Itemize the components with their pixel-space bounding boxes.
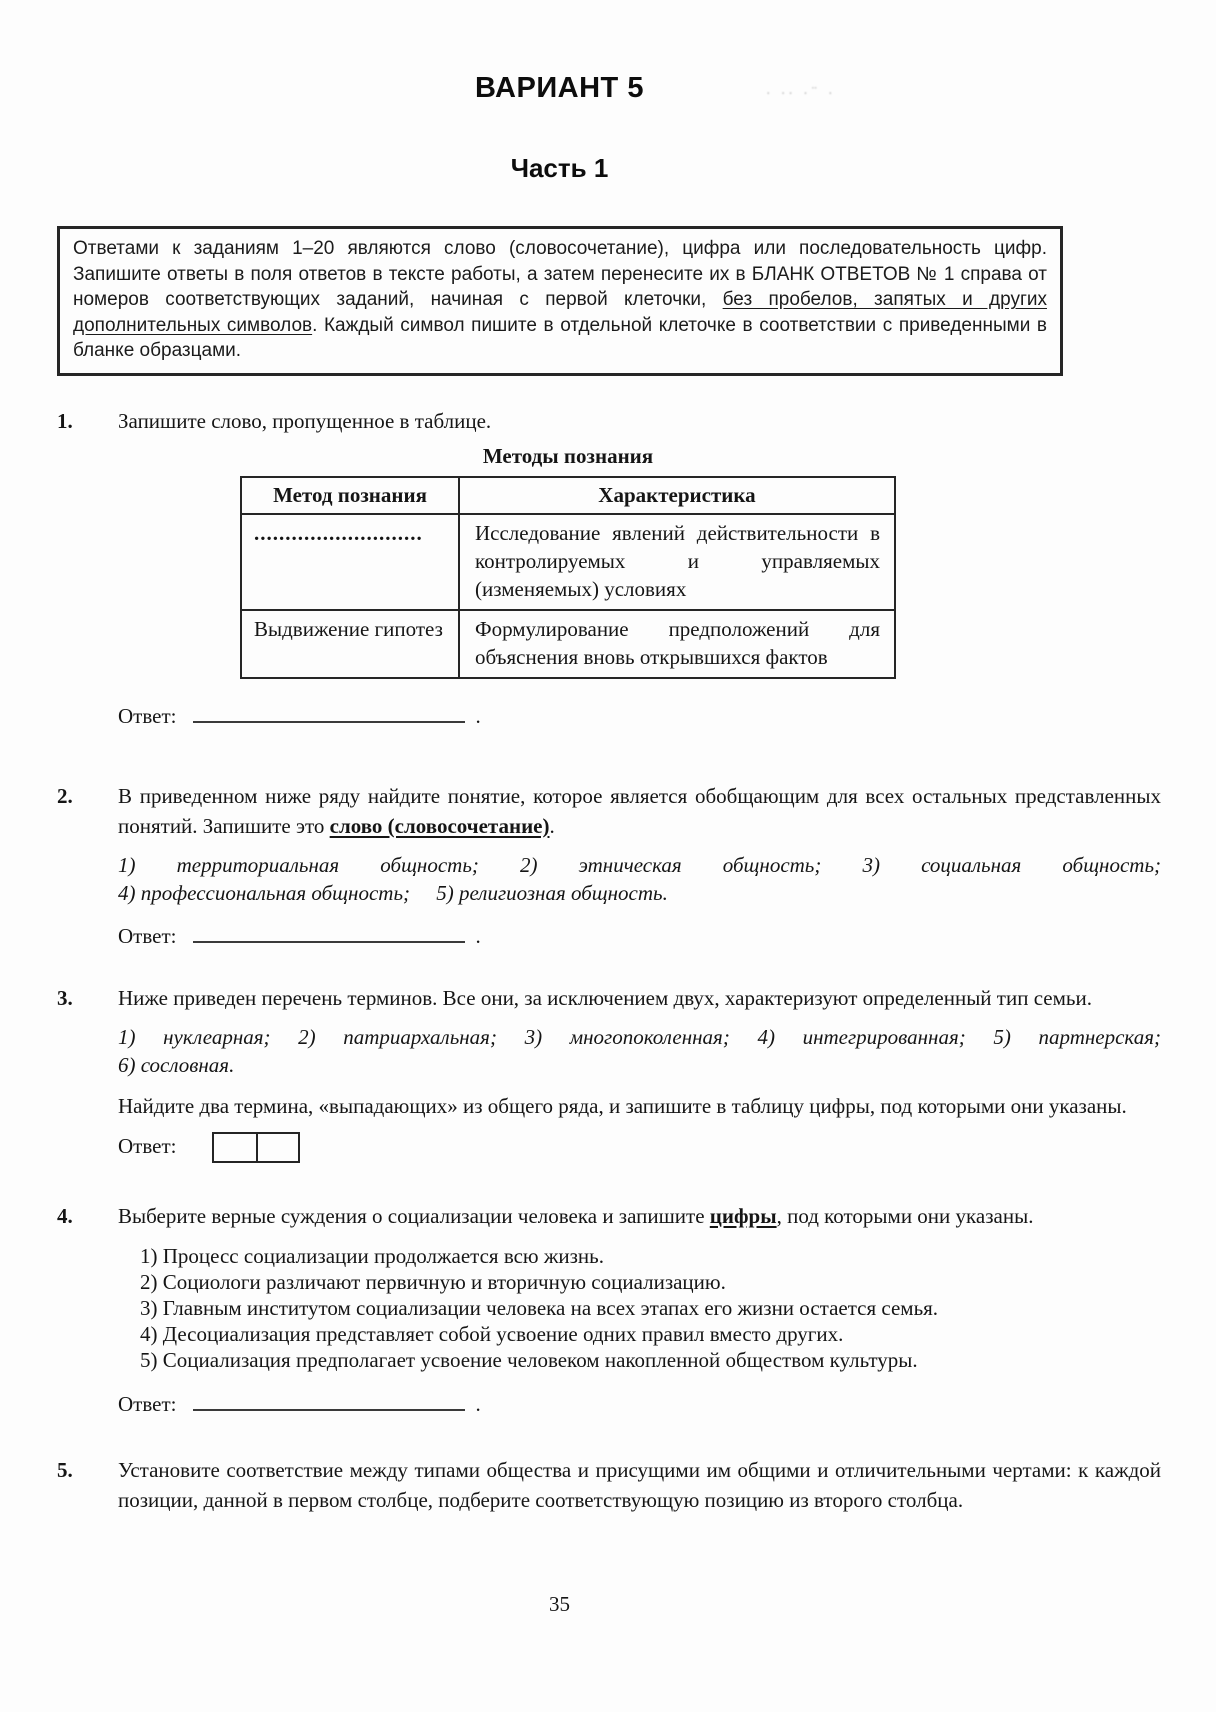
question-4 <box>57 1201 1161 1419</box>
instruction-box <box>57 226 1063 376</box>
answer-box-cell-2 <box>256 1134 298 1161</box>
answer-label: Ответ: <box>118 1391 177 1416</box>
question-1 <box>57 406 1161 731</box>
answer-label: Ответ: <box>118 1133 177 1158</box>
options-line: 6) сословная. <box>118 1052 235 1077</box>
question-2 <box>57 781 1161 951</box>
table-row <box>241 514 895 610</box>
question-1-text: Запишите слово, пропущенное в таблице. <box>118 408 492 433</box>
list-item: 3) Главным институтом социализации человека на всех этапах его жизни остается семья. <box>140 1295 939 1320</box>
instruction-text-underlined: без пробелов, запятых и других дополнительных символов <box>73 289 1047 336</box>
question-3-text: Ниже приведен перечень терминов. Все они, за исключением двух, характеризуют определенный тип семьи. <box>118 985 1092 1010</box>
answer-box-cell-1 <box>214 1134 256 1161</box>
question-3 <box>57 983 1161 1163</box>
question-1-body <box>118 406 1161 731</box>
page-content <box>57 0 1161 1515</box>
options-line: 1) территориальная общность; 2) этническая общность; 3) социальная общность; <box>118 852 1161 877</box>
answer-label: Ответ: <box>118 703 177 728</box>
instruction-text-before: Ответами к заданиям 1–20 являются слово (словосочетание), цифра или последовательность цифр. Запишите ответы в поля ответов в тексте работы, а затем перенесите их в БЛАНК ОТВЕТОВ № 1 справа от номеров соответствующих заданий, начиная с первой клеточки, <box>73 238 1047 310</box>
scan-artifact: · ·· ·¨ · <box>766 86 836 102</box>
question-2-text-after: . <box>549 813 555 838</box>
options-line: 4) профессиональная общность; 5) религиозная общность. <box>118 880 668 905</box>
question-4-items <box>118 1243 1161 1373</box>
list-item: 2) Социологи различают первичную и вторичную социализацию. <box>140 1269 726 1294</box>
table-cell-missing-word: ........................... <box>241 514 459 610</box>
question-2-options <box>118 851 1161 907</box>
table-cell-method-2: Выдвижение гипотез <box>241 610 459 678</box>
question-4-body <box>118 1201 1161 1419</box>
methods-table-header-characteristic: Характеристика <box>459 477 895 514</box>
question-3-number: 3. <box>57 985 73 1010</box>
question-5-number: 5. <box>57 1457 73 1482</box>
table-cell-characteristic-1: Исследование явлений действительности в контролируемых и управляемых (изменяемых) условиях <box>459 514 895 610</box>
question-3-followup: Найдите два термина, «выпадающих» из общего ряда, и запишите в таблицу цифры, под которыми они указаны. <box>118 1093 1127 1118</box>
question-2-body <box>118 781 1161 951</box>
question-2-text-underlined: слово (словосочетание) <box>329 813 550 838</box>
answer-line-q2: Ответ: . <box>118 923 481 948</box>
answer-blank-q2 <box>193 928 465 943</box>
answer-line-q3 <box>118 1131 1161 1163</box>
question-2-number: 2. <box>57 783 73 808</box>
question-1-number: 1. <box>57 408 73 433</box>
methods-table-header-row <box>241 477 895 514</box>
part-title: Часть 1 <box>510 153 609 183</box>
question-3-body <box>118 983 1161 1163</box>
question-5-body <box>118 1455 1161 1515</box>
question-5-text: Установите соответствие между типами общества и присущими им общими и отличительными чертами: к каждой позиции, данной в первом столбце, подберите соответствующую позицию из второго столбца. <box>118 1457 1161 1512</box>
question-2-text <box>118 781 1161 841</box>
question-5 <box>57 1455 1161 1515</box>
list-item: 1) Процесс социализации продолжается всю жизнь. <box>140 1243 604 1268</box>
answer-line-q4: Ответ: . <box>118 1391 481 1416</box>
question-4-text <box>118 1201 1161 1231</box>
question-4-text-underlined: цифры <box>709 1203 777 1228</box>
variant-title: ВАРИАНТ 5 <box>475 72 644 104</box>
methods-table-block <box>240 442 896 679</box>
question-4-number: 4. <box>57 1203 73 1228</box>
list-item: 4) Десоциализация представляет собой усвоение одних правил вместо других. <box>140 1321 844 1346</box>
table-row <box>241 610 895 678</box>
answer-blank-q1 <box>193 708 465 723</box>
question-3-options <box>118 1023 1161 1079</box>
question-4-text-after: , под которыми они указаны. <box>776 1203 1034 1228</box>
instruction-text-after: . Каждый символ пишите в отдельной клеточке в соответствии с приведенными в бланке образцами. <box>73 314 1047 361</box>
methods-table-header-method: Метод познания <box>241 477 459 514</box>
methods-table-title: Методы познания <box>482 443 654 468</box>
answer-blank-q4 <box>193 1396 465 1411</box>
answer-label: Ответ: <box>118 923 177 948</box>
page-number: 35 <box>549 1592 570 1616</box>
question-2-text-before: В приведенном ниже ряду найдите понятие, которое является обобщающим для всех остальных представленных понятий. Запишите это <box>118 783 1161 838</box>
methods-table <box>240 476 896 679</box>
answer-line-q1: Ответ: . <box>118 703 481 728</box>
options-line: 1) нуклеарная; 2) патриархальная; 3) многопоколенная; 4) интегрированная; 5) партнерская; <box>118 1024 1161 1049</box>
list-item: 5) Социализация предполагает усвоение человеком накопленной обществом культуры. <box>140 1347 918 1372</box>
table-cell-characteristic-2: Формулирование предположений для объяснения вновь открывшихся фактов <box>459 610 895 678</box>
answer-boxes-q3 <box>212 1132 300 1163</box>
question-4-text-before: Выберите верные суждения о социализации человека и запишите <box>118 1203 710 1228</box>
